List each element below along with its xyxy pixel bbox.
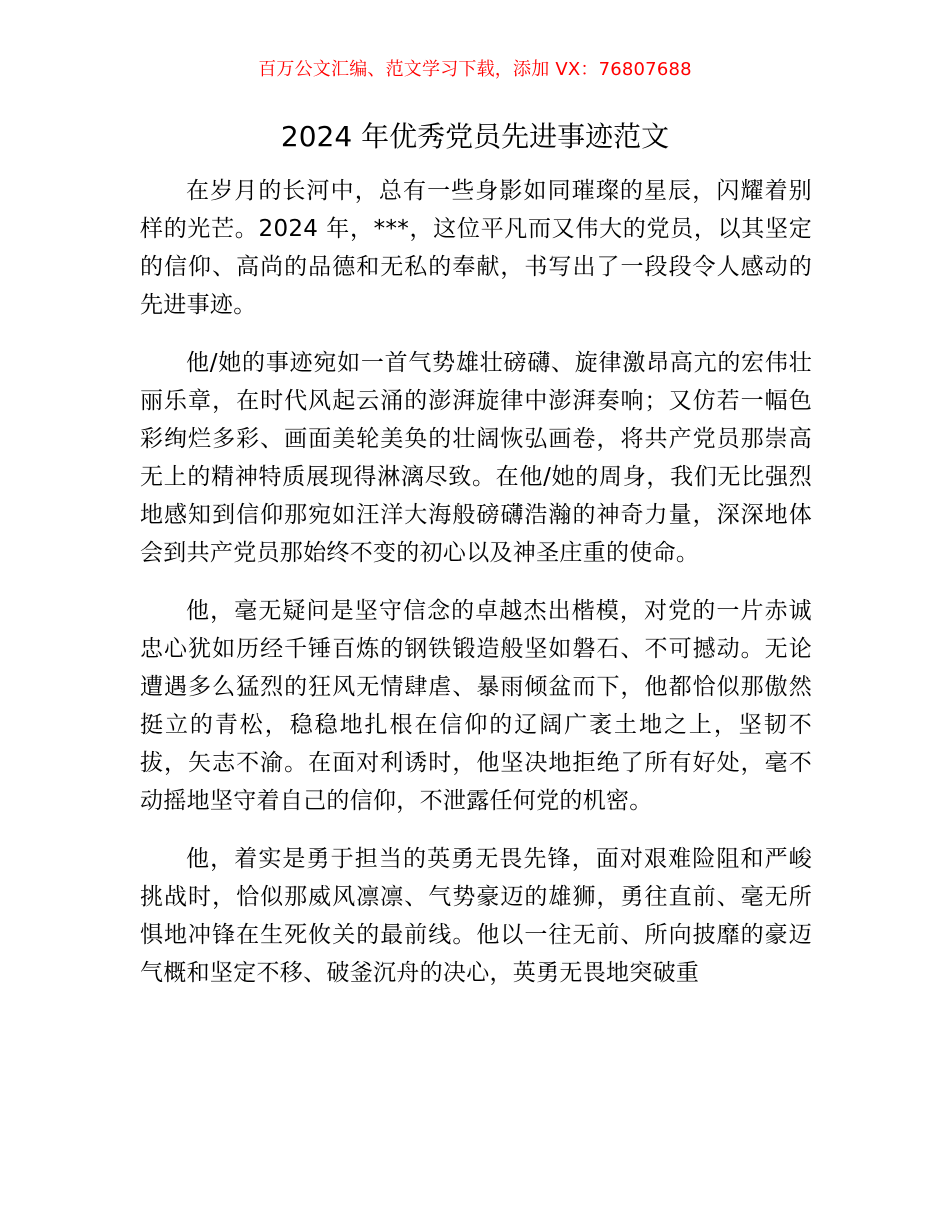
paragraph-3: 他，毫无疑问是坚守信念的卓越杰出楷模，对党的一片赤诚忠心犹如历经千锤百炼的钢铁锻造般坚如磐石、不可撼动。无论遭遇多么猛烈的狂风无情肆虐、暴雨倾盆而下，他都恰似那傲然挺立的青松，稳稳地扎根在信仰的辽阔广袤土地之上，坚韧不拔，矢志不渝。在面对利诱时，他坚决地拒绝了所有好处，毫不动摇地坚守着自己的信仰，不泄露任何党的机密。 [140, 598, 812, 814]
document-body [140, 172, 812, 1012]
header-watermark-text: 百万公文汇编、范文学习下载，添加 VX：76807688 [258, 59, 692, 80]
paragraph-1: 在岁月的长河中，总有一些身影如同璀璨的星辰，闪耀着别样的光芒。2024 年，***，这位平凡而又伟大的党员，以其坚定的信仰、高尚的品德和无私的奉献，书写出了一段段令人感动的先进事迹。 [140, 178, 812, 318]
paragraph-4: 他，着实是勇于担当的英勇无畏先锋，面对艰难险阻和严峻挑战时，恰似那威风凛凛、气势豪迈的雄狮，勇往直前、毫无所惧地冲锋在生死攸关的最前线。他以一往无前、所向披靡的豪迈气概和坚定不移、破釜沉舟的决心，英勇无畏地突破重 [140, 846, 812, 986]
paragraph-2: 他/她的事迹宛如一首气势雄壮磅礴、旋律激昂高亢的宏伟壮丽乐章，在时代风起云涌的澎湃旋律中澎湃奏响；又仿若一幅色彩绚烂多彩、画面美轮美奂的壮阔恢弘画卷，将共产党员那崇高无上的精神特质展现得淋漓尽致。在他/她的周身，我们无比强烈地感知到信仰那宛如汪洋大海般磅礴浩瀚的神奇力量，深深地体会到共产党员那始终不变的初心以及神圣庄重的使命。 [140, 350, 812, 566]
page-title: 2024 年优秀党员先进事迹范文 [280, 120, 670, 153]
